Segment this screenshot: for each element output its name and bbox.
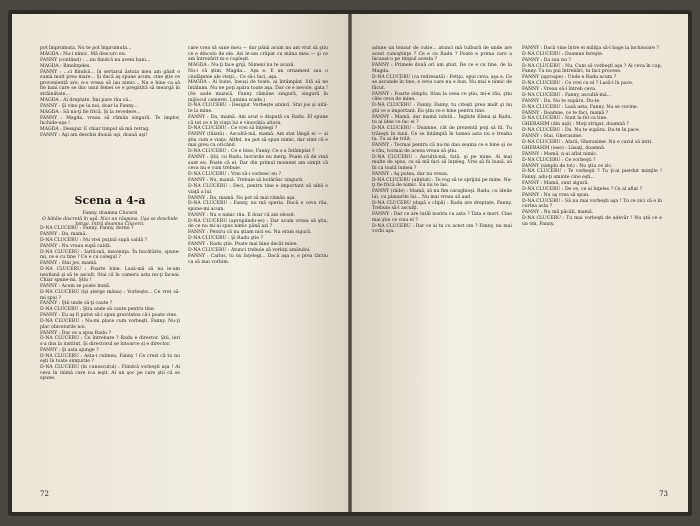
dialogue-line xyxy=(40,250,180,261)
dialogue-text: Să nu-ţi fie frică. Şi la revedere... xyxy=(63,109,141,115)
speaker-name: D-NA CLUCERU : xyxy=(372,223,416,229)
dialogue-line xyxy=(522,169,662,180)
speaker-name: GHERASIM (iese) : xyxy=(522,145,569,151)
speaker-name: FANNY : xyxy=(522,57,544,63)
speaker-name: FANNY : xyxy=(372,212,394,218)
dialogue-text: Vreau să-l întreb ceva. xyxy=(543,86,597,92)
speaker-name: FANNY : xyxy=(372,91,395,97)
dialogue-text: Da, mamă. Nu pot să mai rămân aşa. xyxy=(209,195,296,201)
dialogue-line xyxy=(40,354,180,365)
dialogue-line xyxy=(188,201,328,212)
dialogue-line xyxy=(40,64,180,70)
speaker-name: FANNY : xyxy=(188,114,211,120)
dialogue-text: Doamne, ce te faci, mamă ? xyxy=(543,110,609,116)
dialogue-line xyxy=(372,126,512,143)
dialogue-text: Acum se poate bună. xyxy=(61,284,111,290)
dialogue-text: Şi Radu ştie ? xyxy=(230,236,264,242)
dialogue-text: Fanny, ascultă-mă... xyxy=(564,92,612,98)
dialogue-text: Fanny, Fanny, dormi ? xyxy=(82,226,134,231)
dialogue-text: Vrei să-i vorbesc eu ? xyxy=(230,172,281,178)
speaker-name: D-NA CLUCERU (după o clipă) : xyxy=(372,200,451,206)
dialogue-line xyxy=(522,87,662,93)
speaker-name: D-NA CLUCERU : xyxy=(522,139,565,145)
dialogue-text: Deci, pentru tine e important să aibă o viaţă a lui. xyxy=(188,184,328,195)
speaker-name: FANNY : xyxy=(40,243,62,249)
dialogue-line xyxy=(522,46,662,52)
speaker-name: FANNY : xyxy=(40,231,62,237)
dialogue-line xyxy=(522,58,662,64)
dialogue-line xyxy=(372,212,512,223)
dialogue-text: Tocmai pentru că nu-mi dau seama ce e bine şi ce e rău, tocmai de aceea vreau să ştiu. xyxy=(372,143,512,154)
dialogue-line xyxy=(188,242,328,248)
dialogue-text: Stai jos, mamă. xyxy=(61,261,98,267)
dialogue-line xyxy=(40,133,180,139)
dialogue-text: Fanny, Fanny, tu citeşti prea mult şi nu ştii ce e important. Eu ştiu ce e bine pentru tine. xyxy=(372,103,512,114)
dialogue-text: care vrea să sune meu — dar până acum nu am vrut să ştiu ce e dincolo de ele. Azi le-am crăpat cu mâna mea — şi ce am întrezărit m-o copleşit. xyxy=(188,46,328,63)
speaker-name: MAGDA : xyxy=(40,126,64,132)
speaker-name: D-NA CLUCERU : xyxy=(188,149,231,155)
dialogue-text: Ai dreptate. Îmi pare rău că... xyxy=(63,97,133,103)
speaker-name: FANNY : xyxy=(40,261,62,267)
dialogue-line xyxy=(372,92,512,103)
dialogue-text: Magda, vreau să rămân singură. Te implor, închide-uşa ! xyxy=(40,115,181,127)
dialogue-line xyxy=(522,181,662,187)
dialogue-line xyxy=(40,267,180,284)
speaker-name: MAGDA : xyxy=(188,80,213,86)
dialogue-line xyxy=(40,98,180,104)
dialogue-line xyxy=(40,46,180,52)
dialogue-text: ...ci fiindcă... în sertarul ăstuia meu am găsit o sumă mult prea mare... Şi dacă aş spune acum, cine ştie ce proveniență are, n-o vreau să iau nimic... Nu e bine ca să fie bani care se duc unui femei ce e pregătită să meargă în străinătate... xyxy=(40,69,180,97)
speaker-name: D-NA CLUCERU : xyxy=(372,103,418,109)
speaker-name: FANNY : xyxy=(40,330,62,336)
speaker-name: GHERASIM (din uşă) : xyxy=(522,122,576,128)
dialogue-text: Dacă vine între ei miliţia să-l bage la închisoare ? xyxy=(543,46,659,51)
dialogue-text: Desigur. E chiar timpul să mă retrag. xyxy=(63,126,150,132)
dialogue-text: Ai bune, însuşi de toate, ai întâmplat. Stă să ne întâlnim. Nu ne poţi apăra toate aşa. Dar ce e nevoie, gata ! xyxy=(188,80,328,92)
dialogue-line xyxy=(40,365,180,382)
dialogue-text: Iartă-mă, insolenţa. În bucătărie, spune-mi, ce e cu tine ? Ce e cu colegul ? xyxy=(40,249,180,261)
dialogue-line xyxy=(40,127,180,133)
dialogue-line xyxy=(40,52,180,58)
speaker-name: FANNY : xyxy=(40,132,62,138)
speaker-name: FANNY (contând) : xyxy=(40,57,86,63)
speaker-name: D-NA CLUCERU : xyxy=(522,92,565,98)
dialogue-text: Dar ce ai tu cu acest om ? Fanny, nu mai vorbi aşa. xyxy=(372,223,512,235)
dialogue-line xyxy=(40,290,180,301)
speaker-name: D-NA CLUCERU (îşi şterge mâna) : xyxy=(40,289,128,295)
dialogue-text: Lasă asta, Fanny. Nu se cuvine. xyxy=(564,104,639,110)
dialogue-line xyxy=(522,187,662,193)
dialogue-line xyxy=(372,155,512,172)
dialogue-text: Da, mamă. xyxy=(61,231,87,237)
speaker-name: FANNY : xyxy=(522,46,544,51)
speaker-name: FANNY : xyxy=(372,143,395,149)
speaker-name: MAGDA : xyxy=(40,63,64,69)
open-book xyxy=(8,10,692,516)
dialogue-text: Ce e bine, Fanny. Ce s-a întâmplat ? xyxy=(230,149,315,155)
speaker-name: FANNY : xyxy=(188,253,211,259)
dialogue-line xyxy=(40,336,180,347)
dialogue-line xyxy=(372,189,512,200)
dialogue-text: Dar acum vreau să ştiu, de ce nu mi-ai spus nimic până azi ? xyxy=(188,218,328,230)
dialogue-text: Nu-mi place cum vorbeşti. Fanny. Nu-ţi plac obiceiurile noi. xyxy=(40,319,180,330)
dialogue-text: Atunci trebuie să vorbiţi amândoi. xyxy=(230,248,311,254)
dialogue-text: Stai, Gherasime. xyxy=(543,134,583,140)
dialogue-line xyxy=(372,103,512,114)
dialogue-text: Carlos, tu nu înţelegi... Dacă aşa e, e prea târziu ca să mai vorbim. xyxy=(188,253,328,265)
dialogue-text: Ştii unde să-ţi caute ? xyxy=(61,301,113,307)
dialogue-line xyxy=(188,92,328,103)
dialogue-text: Ştii, cu Radu, lucrurile nu merg. Poate că de vină sunt eu. Poate că el. Dar din primul moment am simţit că ceva nu e cum trebuie. xyxy=(188,155,328,172)
dialogue-text: Da. Nu te supăra. Du-te în pace. xyxy=(564,128,641,134)
speaker-name: FANNY : xyxy=(522,151,544,157)
speaker-name: D-NA CLUCERU (ca redresată) : xyxy=(372,74,450,80)
dialogue-line xyxy=(40,232,180,238)
speaker-name: D-NA CLUCERU : xyxy=(40,237,83,243)
dialogue-text: Dar ce are tatăl nostru cu asta ? Tata e mort. Cine mai ştie ce voia el ? xyxy=(372,212,512,223)
scene-title: Scena a 4-a xyxy=(74,194,146,207)
speaker-name: D-NA CLUCERU : xyxy=(40,319,86,325)
speaker-name: FANNY : xyxy=(188,212,210,218)
dialogue-line xyxy=(40,110,180,116)
dialogue-text: Ascultă-mă, mamă. Am stat lângă ei — și ştiu cum e viaţa. Altfel, nu pot să spun nimic, dar simt că e mai greu ca oricând. xyxy=(188,132,328,149)
dialogue-line xyxy=(188,213,328,219)
speaker-name: FANNY : xyxy=(522,180,544,186)
speaker-name: FANNY : xyxy=(372,171,394,177)
scene-cast: Fanny, doamna Clucerii xyxy=(82,211,138,216)
dialogue-line xyxy=(522,216,662,227)
dialogue-text: Da sau nu ? xyxy=(543,57,571,63)
dialogue-text: Da. Nu te supăra. Du-te. xyxy=(543,98,601,104)
dialogue-line xyxy=(188,155,328,172)
speaker-name: FANNY : xyxy=(522,134,544,140)
dialogue-line xyxy=(522,134,662,140)
speaker-name: D-NA CLUCERU : xyxy=(40,266,91,272)
dialogue-line xyxy=(522,152,662,158)
speaker-name: FANNY (simplu de tot) : xyxy=(522,163,580,169)
dialogue-text: Aşi am deschis doauă uşi, doauă uşi! xyxy=(61,132,148,138)
speaker-name: D-NA CLUCERU : xyxy=(522,51,565,57)
dialogue-line xyxy=(522,128,662,134)
speaker-name: FANNY : xyxy=(188,242,210,248)
dialogue-text: Lăsaţi, doamnă. xyxy=(568,145,606,151)
dialogue-line xyxy=(372,46,512,63)
dialogue-text: Nu e nimic rău. E doar că am obosit. xyxy=(209,212,296,218)
speaker-name: FANNY : xyxy=(40,69,64,75)
dialogue-line xyxy=(40,226,180,232)
dialogue-text: Asta-i culmea, Fanny ! Ce crezi că tu nu eşti în toate simţurile ? xyxy=(40,353,180,365)
dialogue-line xyxy=(40,104,180,110)
dialogue-text: Mamă, sunt sigură. xyxy=(543,180,589,186)
dialogue-line xyxy=(372,178,512,189)
speaker-name: D-NA CLUCERU : xyxy=(372,126,417,132)
dialogue-text: Nu-i nimic. Mă descurc eu. xyxy=(63,51,127,57)
dialogue-line xyxy=(522,75,662,81)
dialogue-text: Doamne fereşte. xyxy=(564,51,604,57)
dialogue-line xyxy=(40,58,180,64)
dialogue-line xyxy=(188,178,328,184)
dialogue-text: Moţi strigat, doamnă ? xyxy=(575,122,629,128)
dialogue-text: pot împrumuta. Nu te pot împrumuta... xyxy=(40,46,132,51)
speaker-name: D-NA CLUCERU : xyxy=(522,63,566,69)
dialogue-text: adune un tezaur de cutie... atunci mă tulbură de unde are acest cunoştinţe ? Ce e cu Radu ? Poate e prima care a încasat-o pe timpul acesta ? xyxy=(372,46,512,63)
speaker-name: D-NA CLUCERU : xyxy=(522,128,565,134)
right-page xyxy=(352,14,688,512)
dialogue-line xyxy=(188,184,328,195)
speaker-name: FANNY : xyxy=(188,155,211,161)
speaker-name: D-NA CLUCERU : xyxy=(188,184,233,190)
dialogue-line xyxy=(372,224,512,235)
dialogue-text: Primele două ori am ştiut. De ce e cu tine, de la Magda. xyxy=(372,63,512,74)
dialogue-text: Eu aş fi putut să-i spun gravitatea că-i poate vine. xyxy=(61,313,178,319)
dialogue-line xyxy=(522,158,662,164)
dialogue-text: Mamă, n-ai aflat nimic. xyxy=(543,151,598,157)
dialogue-line xyxy=(188,236,328,242)
dialogue-text: Nu mă păcăli, mamă. xyxy=(543,210,594,216)
dialogue-line xyxy=(40,319,180,330)
dialogue-line xyxy=(40,70,180,98)
dialogue-line xyxy=(372,115,512,126)
speaker-name: D-NA CLUCERU : xyxy=(188,103,232,109)
dialogue-line xyxy=(40,313,180,319)
dialogue-line xyxy=(522,99,662,105)
dialogue-text: Să nu mai vorbeşti aşa ! Tu ce zici că e în curtea asta ? xyxy=(522,198,662,210)
speaker-name: FANNY : xyxy=(40,313,62,319)
speaker-name: D-NA CLUCERU : xyxy=(40,336,85,342)
page-number-left: 72 xyxy=(40,490,49,498)
speaker-name: FANNY : xyxy=(188,230,210,236)
dialogue-text: ...nu fiindcă nu aveni bani... xyxy=(85,57,151,63)
left-column-1-top xyxy=(40,46,180,139)
dialogue-text: Nu vrei puţină supă caldă ? xyxy=(82,237,148,243)
dialogue-text: Pentru că nu ştiam nici eu. Nu eram sigură. xyxy=(209,230,312,236)
dialogue-text: Dar ce a spus Radu ? xyxy=(61,330,111,336)
dialogue-text: Foarte bine. Lasă-mă să nu le-am neofisnă şi să te ascult. Stai că în camera asta nu-ţi faceai. Chiar spune-mi. Ştiu ! xyxy=(40,266,180,284)
dialogue-line xyxy=(188,248,328,254)
dialogue-line xyxy=(188,63,328,69)
dialogue-line xyxy=(522,210,662,216)
dialogue-text: Ce vrei să înţelegi ? xyxy=(230,126,278,132)
dialogue-line xyxy=(40,348,180,354)
dialogue-text: Unde e Radu acum ? xyxy=(567,75,617,81)
left-page xyxy=(12,14,348,512)
dialogue-line xyxy=(522,52,662,58)
dialogue-text: Nu, mamă. Trebuie să hotărăsc singură. xyxy=(209,178,304,184)
dialogue-text: Nu vreau supă caldă. xyxy=(61,243,112,249)
dialogue-line xyxy=(188,219,328,230)
dialogue-line xyxy=(188,115,328,126)
speaker-name: FANNY (tăiată) : xyxy=(188,132,230,138)
dialogue-text: Te rog să te sprijini pe mine. Nu-ţi fie frică de nimic. Eu nu te las. xyxy=(372,177,512,189)
dialogue-line xyxy=(40,116,180,127)
dialogue-line xyxy=(372,75,512,92)
speaker-name: FANNY (râde) : xyxy=(372,189,410,195)
dialogue-text: Bineînţeles. xyxy=(63,63,91,69)
speaker-name: FANNY : xyxy=(188,195,210,201)
dialogue-text: Radu ştie. Poate mai bine decât mine. xyxy=(209,242,298,248)
scene-direction: O bătăie discretă în uşă. Nici un răspuns. Uşa se deschide totuşi. Intră doamna Clucerii. xyxy=(42,216,178,228)
dialogue-text: Mamă, dar mamă iubită... Înghite Elena şi Radu, tu ai idee ce fac ei ? xyxy=(372,114,512,126)
speaker-name: D-NA CLUCERU : xyxy=(188,248,231,254)
dialogue-line xyxy=(188,132,328,149)
dialogue-line xyxy=(188,80,328,91)
speaker-name: D-NA CLUCERU : xyxy=(522,116,565,122)
dialogue-text: De ce, ce ai înţeles ? Ce ai aflat ? xyxy=(564,186,643,192)
speaker-name: MAGDA : xyxy=(188,63,212,69)
speaker-name: FANNY (aproape) : xyxy=(522,75,568,81)
dialogue-text: Radu are dreptate, Fanny. Trebuie să-l asculţi. xyxy=(372,200,512,212)
page-number-right: 73 xyxy=(659,490,668,498)
dialogue-text: Ce întrebare ? Radu e director. Ştii, ieri s-a dus la institut. Şi directorul se întoarce și e director. xyxy=(40,336,180,348)
dialogue-line xyxy=(372,143,512,154)
dialogue-text: Doamne, cât de prezentă poţi să fii. Tu trăieşti în lună. Ce se întâmplă în lumea asta nu e treaba ta. Tu ai de trăit. xyxy=(372,126,512,143)
dialogue-text: Da, mamă. Am avut o dispută cu Radu. El spune că tot ce e în viaţa lui e vinovăţia altora. xyxy=(188,114,328,126)
speaker-name: FANNY : xyxy=(40,115,67,121)
speaker-name: D-NA CLUCERU : xyxy=(40,226,83,231)
dialogue-line xyxy=(522,140,662,146)
speaker-name: D-NA CLUCERU : xyxy=(40,249,85,255)
dialogue-text: Tu mai vorbeşti de adevăr ! Nu ştii ce e un om, Fanny. xyxy=(522,215,662,227)
speaker-name: FANNY : xyxy=(40,284,62,290)
dialogue-line xyxy=(522,105,662,111)
dialogue-text: Şi asta ajunge ? xyxy=(61,347,99,353)
dialogue-text: Şi vino pe la noi, doar la Fanny... xyxy=(61,103,138,109)
speaker-name: FANNY : xyxy=(522,210,544,216)
scene-heading xyxy=(40,194,180,228)
speaker-name: FANNY : xyxy=(188,178,210,184)
dialogue-line xyxy=(372,201,512,212)
speaker-name: D-NA CLUCERU : xyxy=(522,81,565,87)
speaker-name: FANNY : xyxy=(40,347,62,353)
dialogue-line xyxy=(522,146,662,152)
speaker-name: FANNY : xyxy=(372,63,395,69)
dialogue-text: Nu-i că ştim, Magda... Aşa e. E un ornament sau o ciudăţenie ale vieţii... Ce să-i faci, aşa. xyxy=(188,68,328,80)
dialogue-text: Fetiţo, spui ceva, aşa e. Ce se ascunde în tine, e ceva care nu e bun. Nu mai e nimic de făcut. xyxy=(372,74,512,91)
speaker-name: D-NA CLUCERU : xyxy=(522,198,566,204)
speaker-name: MAGDA : xyxy=(40,51,64,57)
right-column-2 xyxy=(522,46,662,227)
dialogue-text: Ce vorbeşti ? xyxy=(564,157,596,163)
speaker-name: D-NA CLUCERU : xyxy=(372,154,420,160)
dialogue-text: Te vorbeşti ? Tu ţi-ai pierdut minţile ! Fanny, adu-ţi aminte cine eşti... xyxy=(522,169,662,180)
speaker-name: D-NA CLUCERU : xyxy=(522,169,568,175)
dialogue-line xyxy=(522,199,662,210)
dialogue-text: Fiindcă vorbeşti aşa ! Ai ceva în inimă care n-a ieşit. Ai un şoc pe care ştii că se spune. xyxy=(40,365,180,382)
speaker-name: D-NA CLUCERU : xyxy=(188,126,231,132)
dialogue-line xyxy=(522,193,662,199)
speaker-name: D-NA CLUCERU : xyxy=(40,353,85,359)
dialogue-text: Sunt la fel ca tine. xyxy=(564,116,608,122)
speaker-name: D-NA CLUCERU : xyxy=(188,236,231,242)
speaker-name: D-NA CLUCERU : xyxy=(522,186,565,192)
dialogue-text: Fanny, nu mă speria. Dacă e ceva rău, spune-mi acum. xyxy=(188,201,328,213)
speaker-name: FANNY : xyxy=(522,110,544,116)
dialogue-text: Ce vrei cu el ? Lasă-l în pace. xyxy=(564,81,634,87)
dialogue-line xyxy=(40,244,180,250)
dialogue-line xyxy=(40,284,180,290)
speaker-name: D-NA CLUCERU (apropiindu-se) : xyxy=(188,218,271,224)
speaker-name: D-NA CLUCERU : xyxy=(40,307,83,313)
dialogue-text: Nu ştiu ce zic. xyxy=(579,163,613,169)
dialogue-text: Nu-ţi face griji. Nimeni nu te acuză. xyxy=(211,63,295,69)
dialogue-line xyxy=(372,63,512,74)
dialogue-text: Vorbeşte... Ce vrei să-mi spui ? xyxy=(40,289,180,301)
left-column-2 xyxy=(188,46,328,265)
speaker-name: D-NA CLUCERU : xyxy=(188,201,234,207)
dialogue-line xyxy=(188,254,328,265)
dialogue-text: Nu. Cum să vorbeşti aşa ? Ai ceva în cap, Fanny. Tu nu pui întrebări, tu faci procese. xyxy=(522,63,662,75)
dialogue-text: Desigur. Vorbeşte atunci. Stai jos şi uită-te la mine. xyxy=(188,103,328,115)
speaker-name: FANNY : xyxy=(522,192,544,198)
speaker-name: D-NA CLUCERU : xyxy=(522,157,565,163)
dialogue-text: (Se aude muzică. Fanny rămâne singură, singură în mijlocul camerei. Lumina scade.) xyxy=(188,91,328,103)
dialogue-line xyxy=(372,172,512,178)
dialogue-line xyxy=(40,261,180,267)
dialogue-text: Nu aş vrea să spun. xyxy=(543,192,590,198)
speaker-name: D-NA CLUCERU : xyxy=(522,104,565,110)
speaker-name: FANNY : xyxy=(40,103,62,109)
speaker-name: FANNY : xyxy=(522,98,544,104)
speaker-name: D-NA CLUCERU : xyxy=(522,215,567,221)
speaker-name: FANNY : xyxy=(40,301,62,307)
dialogue-text: Mamă, să nu fim caraghioşi. Radu, cu ideile lui, cu planurile lui... Nu mai vreau să aud. xyxy=(372,189,512,200)
speaker-name: D-NA CLUCERU : xyxy=(188,172,231,178)
speaker-name: MAGDA : xyxy=(40,97,64,103)
dialogue-text: Afară, Gherasime. Nu e cazul să intri. xyxy=(564,139,653,145)
dialogue-line xyxy=(188,46,328,63)
dialogue-text: Foarte simplu. Stau la ceea ce ştiu, mi-e rău, ştiu câte ceva de mine. xyxy=(372,91,512,103)
right-column-1 xyxy=(372,46,512,235)
speaker-name: D-NA CLUCERU (alintat) : xyxy=(372,177,436,183)
dialogue-line xyxy=(188,103,328,114)
speaker-name: FANNY : xyxy=(372,114,395,120)
dialogue-text: Ascultă-mă, fată, şi pe mine. Ai mai multe de spus, ca să mă faci să înţeleg. Vrei să fii bună, să fii ca toată lumea ? xyxy=(372,154,512,171)
dialogue-line xyxy=(522,93,662,99)
dialogue-line xyxy=(188,69,328,80)
left-column-1-bottom xyxy=(40,226,180,382)
dialogue-line xyxy=(522,64,662,75)
speaker-name: FANNY : xyxy=(522,86,544,92)
dialogue-line xyxy=(40,238,180,244)
dialogue-text: Aş putea, dar nu vreau. xyxy=(393,171,449,177)
dialogue-line xyxy=(522,81,662,87)
speaker-name: D-NA CLUCERU (în cunoscutul) : xyxy=(40,365,122,371)
speaker-name: MAGDA : xyxy=(40,109,64,115)
dialogue-text: Ştiu unde să caute pentru tine. xyxy=(82,307,156,313)
